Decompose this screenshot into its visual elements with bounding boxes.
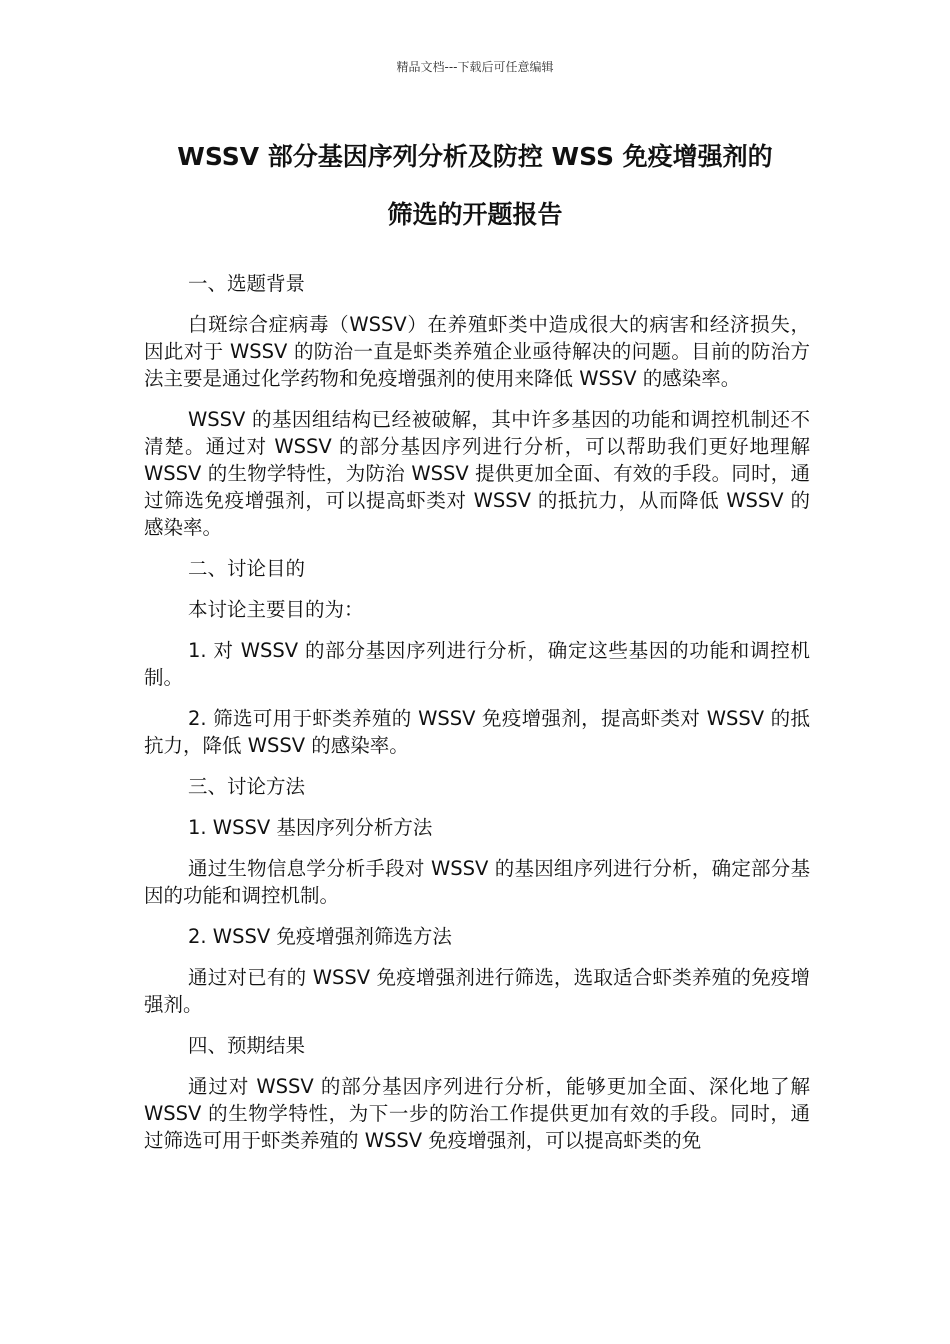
subheading-method-1: 1. WSSV 基因序列分析方法	[188, 816, 433, 839]
section-heading-background: 一、选题背景	[188, 272, 306, 295]
document-body	[144, 270, 810, 1168]
section-heading-methods: 三、讨论方法	[188, 775, 306, 798]
section-heading-expected-results: 四、预期结果	[188, 1034, 306, 1057]
list-item-purpose-2: 2. 筛选可用于虾类养殖的 WSSV 免疫增强剂，提高虾类对 WSSV 的抵抗力，降低 WSSV 的感染率。	[144, 707, 810, 757]
subheading-method-2: 2. WSSV 免疫增强剂筛选方法	[188, 925, 452, 948]
paragraph-method-2: 通过对已有的 WSSV 免疫增强剂进行筛选，选取适合虾类养殖的免疫增强剂。	[144, 966, 810, 1016]
list-item-purpose-1: 1. 对 WSSV 的部分基因序列进行分析，确定这些基因的功能和调控机制。	[144, 639, 810, 689]
document-title-line-1: WSSV 部分基因序列分析及防控 WSS 免疫增强剂的	[177, 142, 773, 171]
document-title-line-2: 筛选的开题报告	[387, 200, 563, 229]
paragraph-purpose-intro: 本讨论主要目的为：	[188, 598, 364, 621]
page-header-note: 精品文档---下载后可任意编辑	[396, 60, 554, 74]
paragraph-background-2: WSSV 的基因组结构已经被破解，其中许多基因的功能和调控机制还不清楚。通过对 WSSV 的部分基因序列进行分析，可以帮助我们更好地理解 WSSV 的生物学特性，为防治 WSSV 提供更加全面、有效的手段。同时，通过筛选免疫增强剂，可以提高虾类对 WSSV 的抵抗力，从而降低 WSSV 的感染率。	[144, 408, 810, 539]
paragraph-method-1: 通过生物信息学分析手段对 WSSV 的基因组序列进行分析，确定部分基因的功能和调控机制。	[144, 857, 810, 907]
paragraph-expected-results: 通过对 WSSV 的部分基因序列进行分析，能够更加全面、深化地了解 WSSV 的生物学特性，为下一步的防治工作提供更加有效的手段。同时，通过筛选可用于虾类养殖的 WSSV 免疫增强剂，可以提高虾类的免	[144, 1075, 810, 1152]
paragraph-background-1: 白斑综合症病毒（WSSV）在养殖虾类中造成很大的病害和经济损失，因此对于 WSSV 的防治一直是虾类养殖企业亟待解决的问题。目前的防治方法主要是通过化学药物和免疫增强剂的使用来降低 WSSV 的感染率。	[144, 313, 810, 390]
section-heading-purpose: 二、讨论目的	[188, 557, 306, 580]
